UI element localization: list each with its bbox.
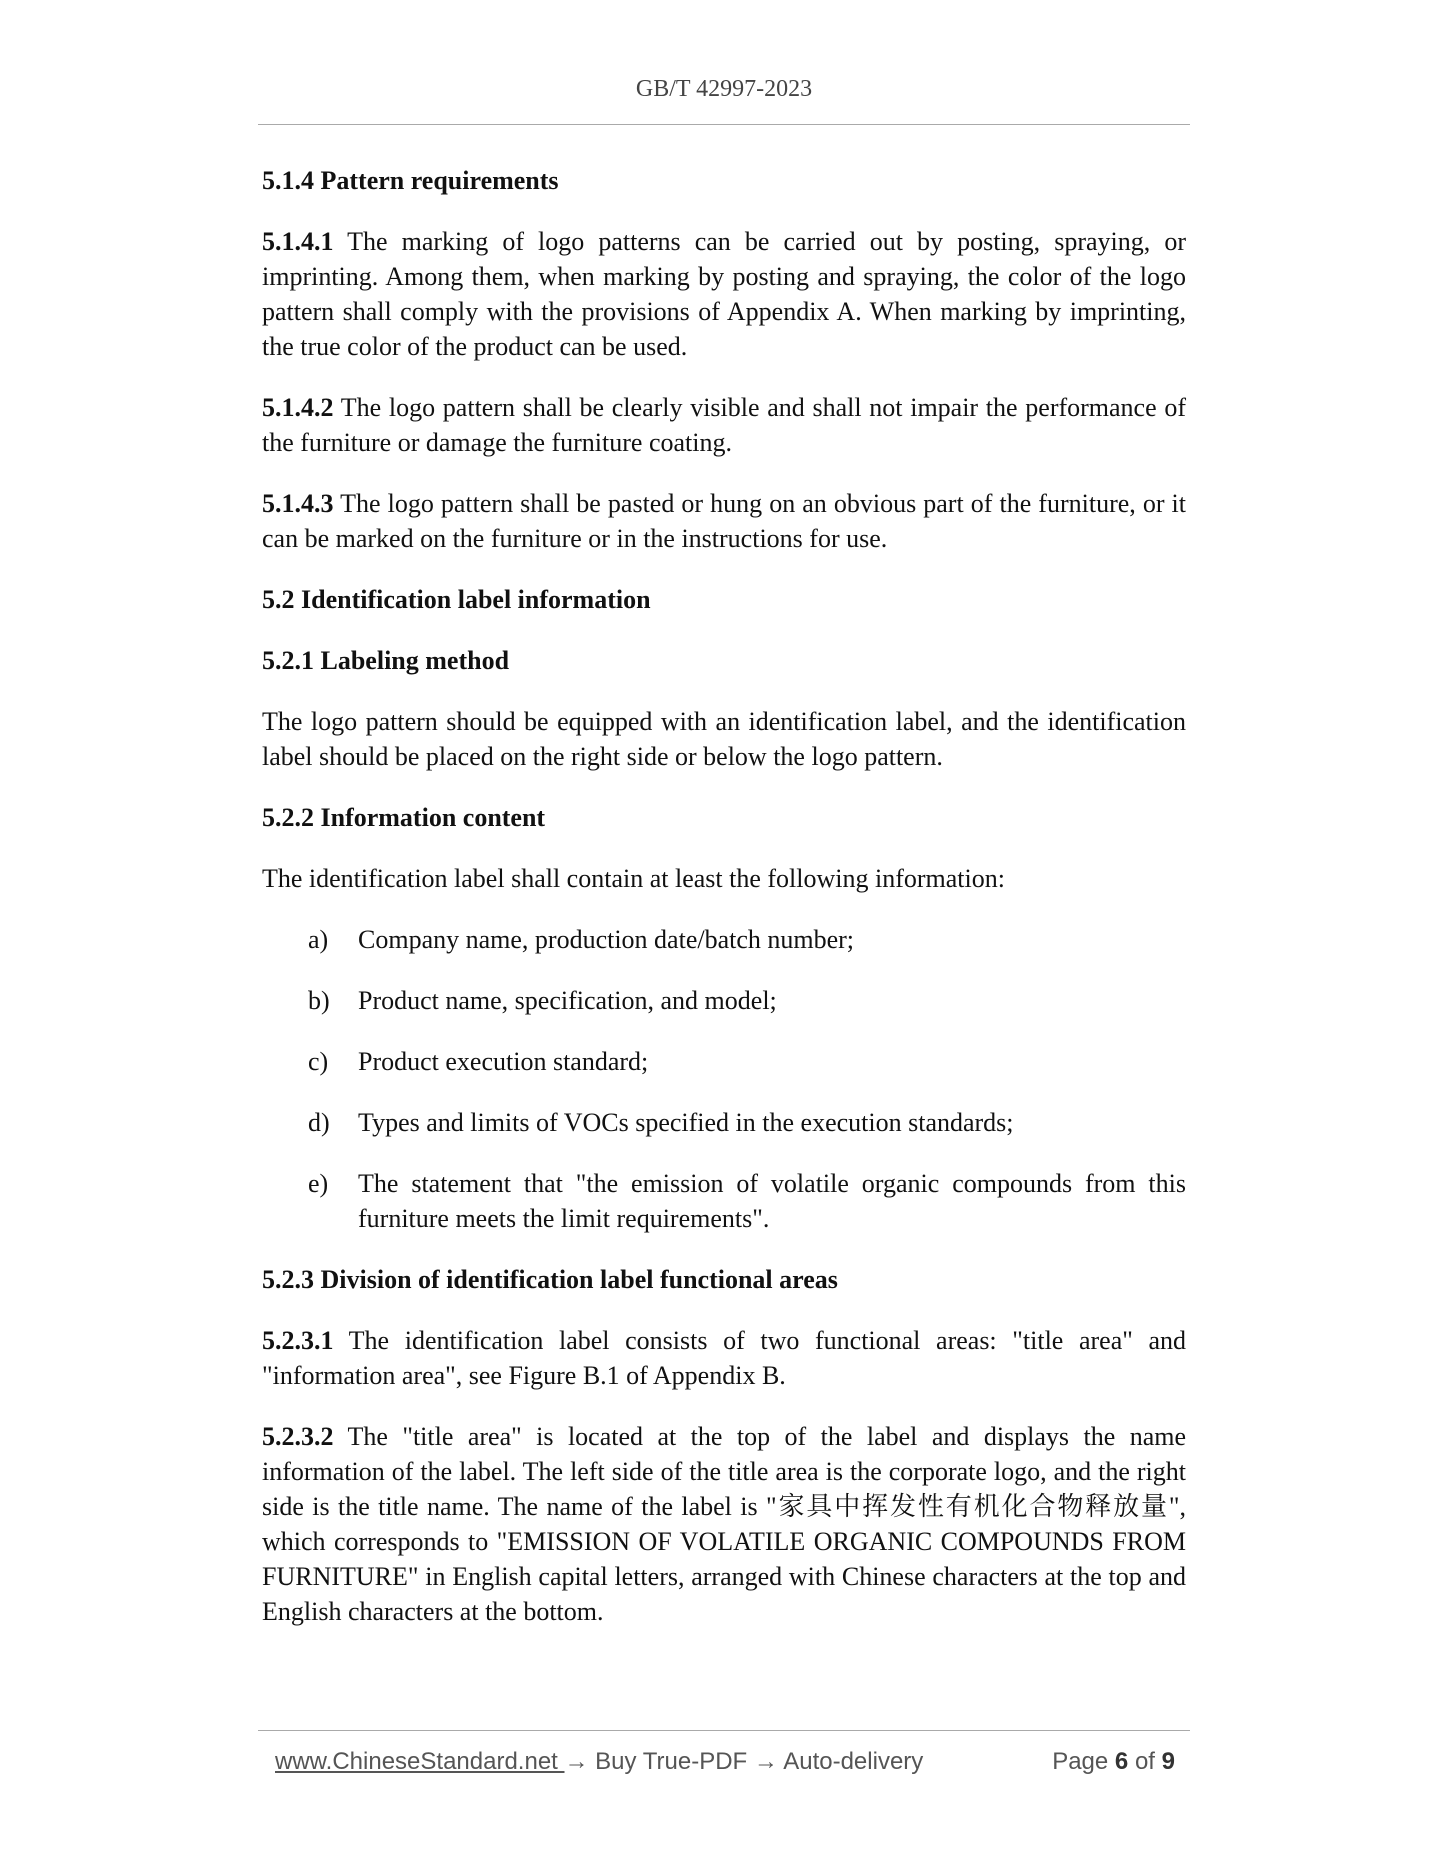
list-item — [262, 983, 1186, 1018]
list-item-text: Product name, specification, and model; — [358, 986, 777, 1015]
page-footer — [275, 1748, 1175, 1776]
list-item — [262, 1044, 1186, 1079]
page-content — [262, 163, 1186, 1655]
information-list — [262, 922, 1186, 1236]
clause-number: 5.1.4.2 — [262, 393, 334, 422]
website-link[interactable]: www.ChineseStandard.net — [275, 1748, 565, 1775]
section-heading-5-2-1: 5.2.1 Labeling method — [262, 646, 510, 675]
clause-number: 5.2.3.1 — [262, 1326, 334, 1355]
list-item — [262, 1105, 1186, 1140]
paragraph-5-2-2: The identification label shall contain at least the following information: — [262, 864, 1005, 893]
buy-pdf-text: Buy True-PDF — [588, 1748, 754, 1775]
page-indicator — [1052, 1748, 1175, 1776]
paragraph-5-1-4-2 — [262, 390, 1186, 460]
page-number: 6 — [1114, 1748, 1129, 1775]
list-item — [262, 1166, 1186, 1236]
list-marker: e) — [308, 1169, 329, 1198]
list-item-text: Company name, production date/batch number; — [358, 925, 855, 954]
paragraph-text: The "title area" is located at the top of the label and displays the name information of the label. The left side of the title area is the corporate logo, and the right side is the title name. The name of the label is "家具中挥发性有机化合物释放量", which corresponds to "EMISSION OF VOLATILE ORGANIC COMPOUNDS FROM FURNITURE" in English capital letters, arranged with Chinese characters at the top and English characters at the bottom. — [262, 1422, 1186, 1626]
paragraph-text: The logo pattern shall be clearly visible and shall not impair the performance of the furniture or damage the furniture coating. — [262, 393, 1186, 457]
header-divider — [258, 124, 1190, 125]
list-marker: d) — [308, 1108, 330, 1137]
footer-divider — [258, 1730, 1190, 1731]
paragraph-text: The identification label consists of two functional areas: "title area" and "information area", see Figure B.1 of Appendix B. — [262, 1326, 1187, 1390]
paragraph-5-2-3-1 — [262, 1323, 1186, 1393]
of-label: of — [1134, 1748, 1155, 1775]
paragraph-5-1-4-3 — [262, 486, 1186, 556]
auto-delivery-text: Auto-delivery — [777, 1748, 924, 1775]
paragraph-5-2-3-2 — [262, 1419, 1186, 1629]
paragraph-text: The marking of logo patterns can be carried out by posting, spraying, or imprinting. Among them, when marking by posting and spraying, the color of the logo pattern shall comply with the provisions of Appendix A. When marking by imprinting, the true color of the product can be used. — [262, 227, 1186, 361]
document-header: GB/T 42997-2023 — [635, 76, 813, 102]
clause-number: 5.2.3.2 — [262, 1422, 334, 1451]
section-heading-5-2-2: 5.2.2 Information content — [262, 803, 546, 832]
page-label: Page — [1052, 1748, 1109, 1775]
section-heading-5-1-4: 5.1.4 Pattern requirements — [262, 166, 559, 195]
paragraph-text: The logo pattern shall be pasted or hung on an obvious part of the furniture, or it can be marked on the furniture or in the instructions for use. — [262, 489, 1187, 553]
list-item-text: Types and limits of VOCs specified in the execution standards; — [358, 1108, 1014, 1137]
clause-number: 5.1.4.1 — [262, 227, 334, 256]
arrow-right-icon: → — [564, 1748, 589, 1775]
paragraph-5-1-4-1 — [262, 224, 1186, 364]
clause-number: 5.1.4.3 — [262, 489, 334, 518]
list-marker: b) — [308, 986, 330, 1015]
section-heading-5-2-3: 5.2.3 Division of identification label functional areas — [262, 1265, 838, 1294]
list-item-text: The statement that "the emission of volatile organic compounds from this furniture meets the limit requirements". — [358, 1169, 1186, 1233]
list-item-text: Product execution standard; — [358, 1047, 649, 1076]
list-marker: c) — [308, 1047, 329, 1076]
page-total: 9 — [1161, 1748, 1175, 1775]
section-heading-5-2: 5.2 Identification label information — [262, 585, 651, 614]
arrow-right-icon: → — [753, 1748, 778, 1775]
list-item — [262, 922, 1186, 957]
paragraph-5-2-1: The logo pattern should be equipped with an identification label, and the identification label should be placed on the right side or below the logo pattern. — [262, 707, 1186, 771]
list-marker: a) — [308, 925, 329, 954]
